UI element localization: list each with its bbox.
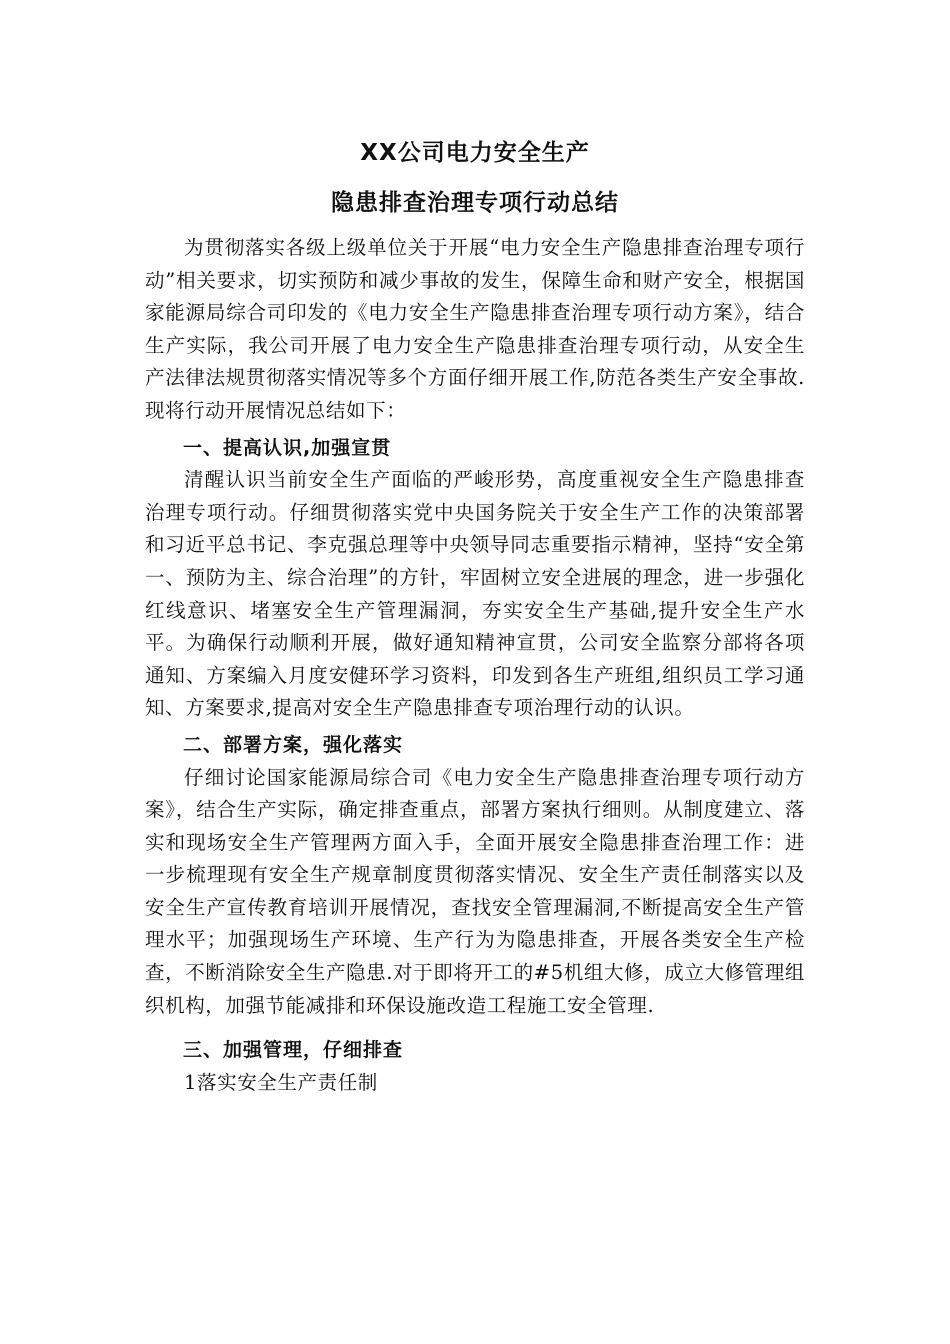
section-3-item-1: 1落实安全生产责任制 <box>184 1070 378 1094</box>
section-1-paragraph: 清醒认识当前安全生产面临的严峻形势，高度重视安全生产隐患排查治理专项行动。仔细贯彻落实党中央国务院关于安全生产工作的决策部署和习近平总书记、李克强总理等中央领导同志重要指示精神，坚持“安全第一、预防为主、综合治理”的方针，牢固树立安全进展的理念，进一步强化红线意识、堵塞安全生产管理漏洞，夯实安全生产基础,提升安全生产水平。为确保行动顺利开展，做好通知精神宣贯，公司安全监察分部将各项通知、方案编入月度安健环学习资料，印发到各生产班组,组织员工学习通知、方案要求,提高对安全生产隐患排查专项治理行动的认识。 <box>145 468 805 720</box>
document-title-line-2: 隐患排查治理专项行动总结 <box>331 190 619 216</box>
document-body <box>145 232 805 1099</box>
section-2-heading: 二、部署方案，强化落实 <box>183 733 404 756</box>
section-3-heading: 三、加强管理，仔细排查 <box>183 1039 404 1062</box>
document-title-line-1: XX公司电力安全生产 <box>360 140 590 166</box>
intro-paragraph: 为贯彻落实各级上级单位关于开展“电力安全生产隐患排查治理专项行动”相关要求，切实预防和减少事故的发生，保障生命和财产安全，根据国家能源局综合司印发的《电力安全生产隐患排查治理专项行动方案》，结合生产实际，我公司开展了电力安全生产隐患排查治理专项行动，从安全生产法律法规贯彻落实情况等多个方面仔细开展工作,防范各类生产安全事故.现将行动开展情况总结如下： <box>145 236 805 422</box>
section-1-heading: 一、提高认识,加强宣贯 <box>183 436 392 459</box>
section-2-paragraph: 仔细讨论国家能源局综合司《电力安全生产隐患排查治理专项行动方案》，结合生产实际，确定排查重点，部署方案执行细则。从制度建立、落实和现场安全生产管理两方面入手，全面开展安全隐患排查治理工作：进一步梳理现有安全生产规章制度贯彻落实情况、安全生产责任制落实以及安全生产宣传教育培训开展情况，查找安全管理漏洞,不断提高安全生产管理水平；加强现场生产环境、生产行为为隐患排查，开展各类安全生产检查，不断消除安全生产隐患.对于即将开工的#5机组大修，成立大修管理组织机构，加强节能减排和环保设施改造工程施工安全管理. <box>145 765 805 1017</box>
